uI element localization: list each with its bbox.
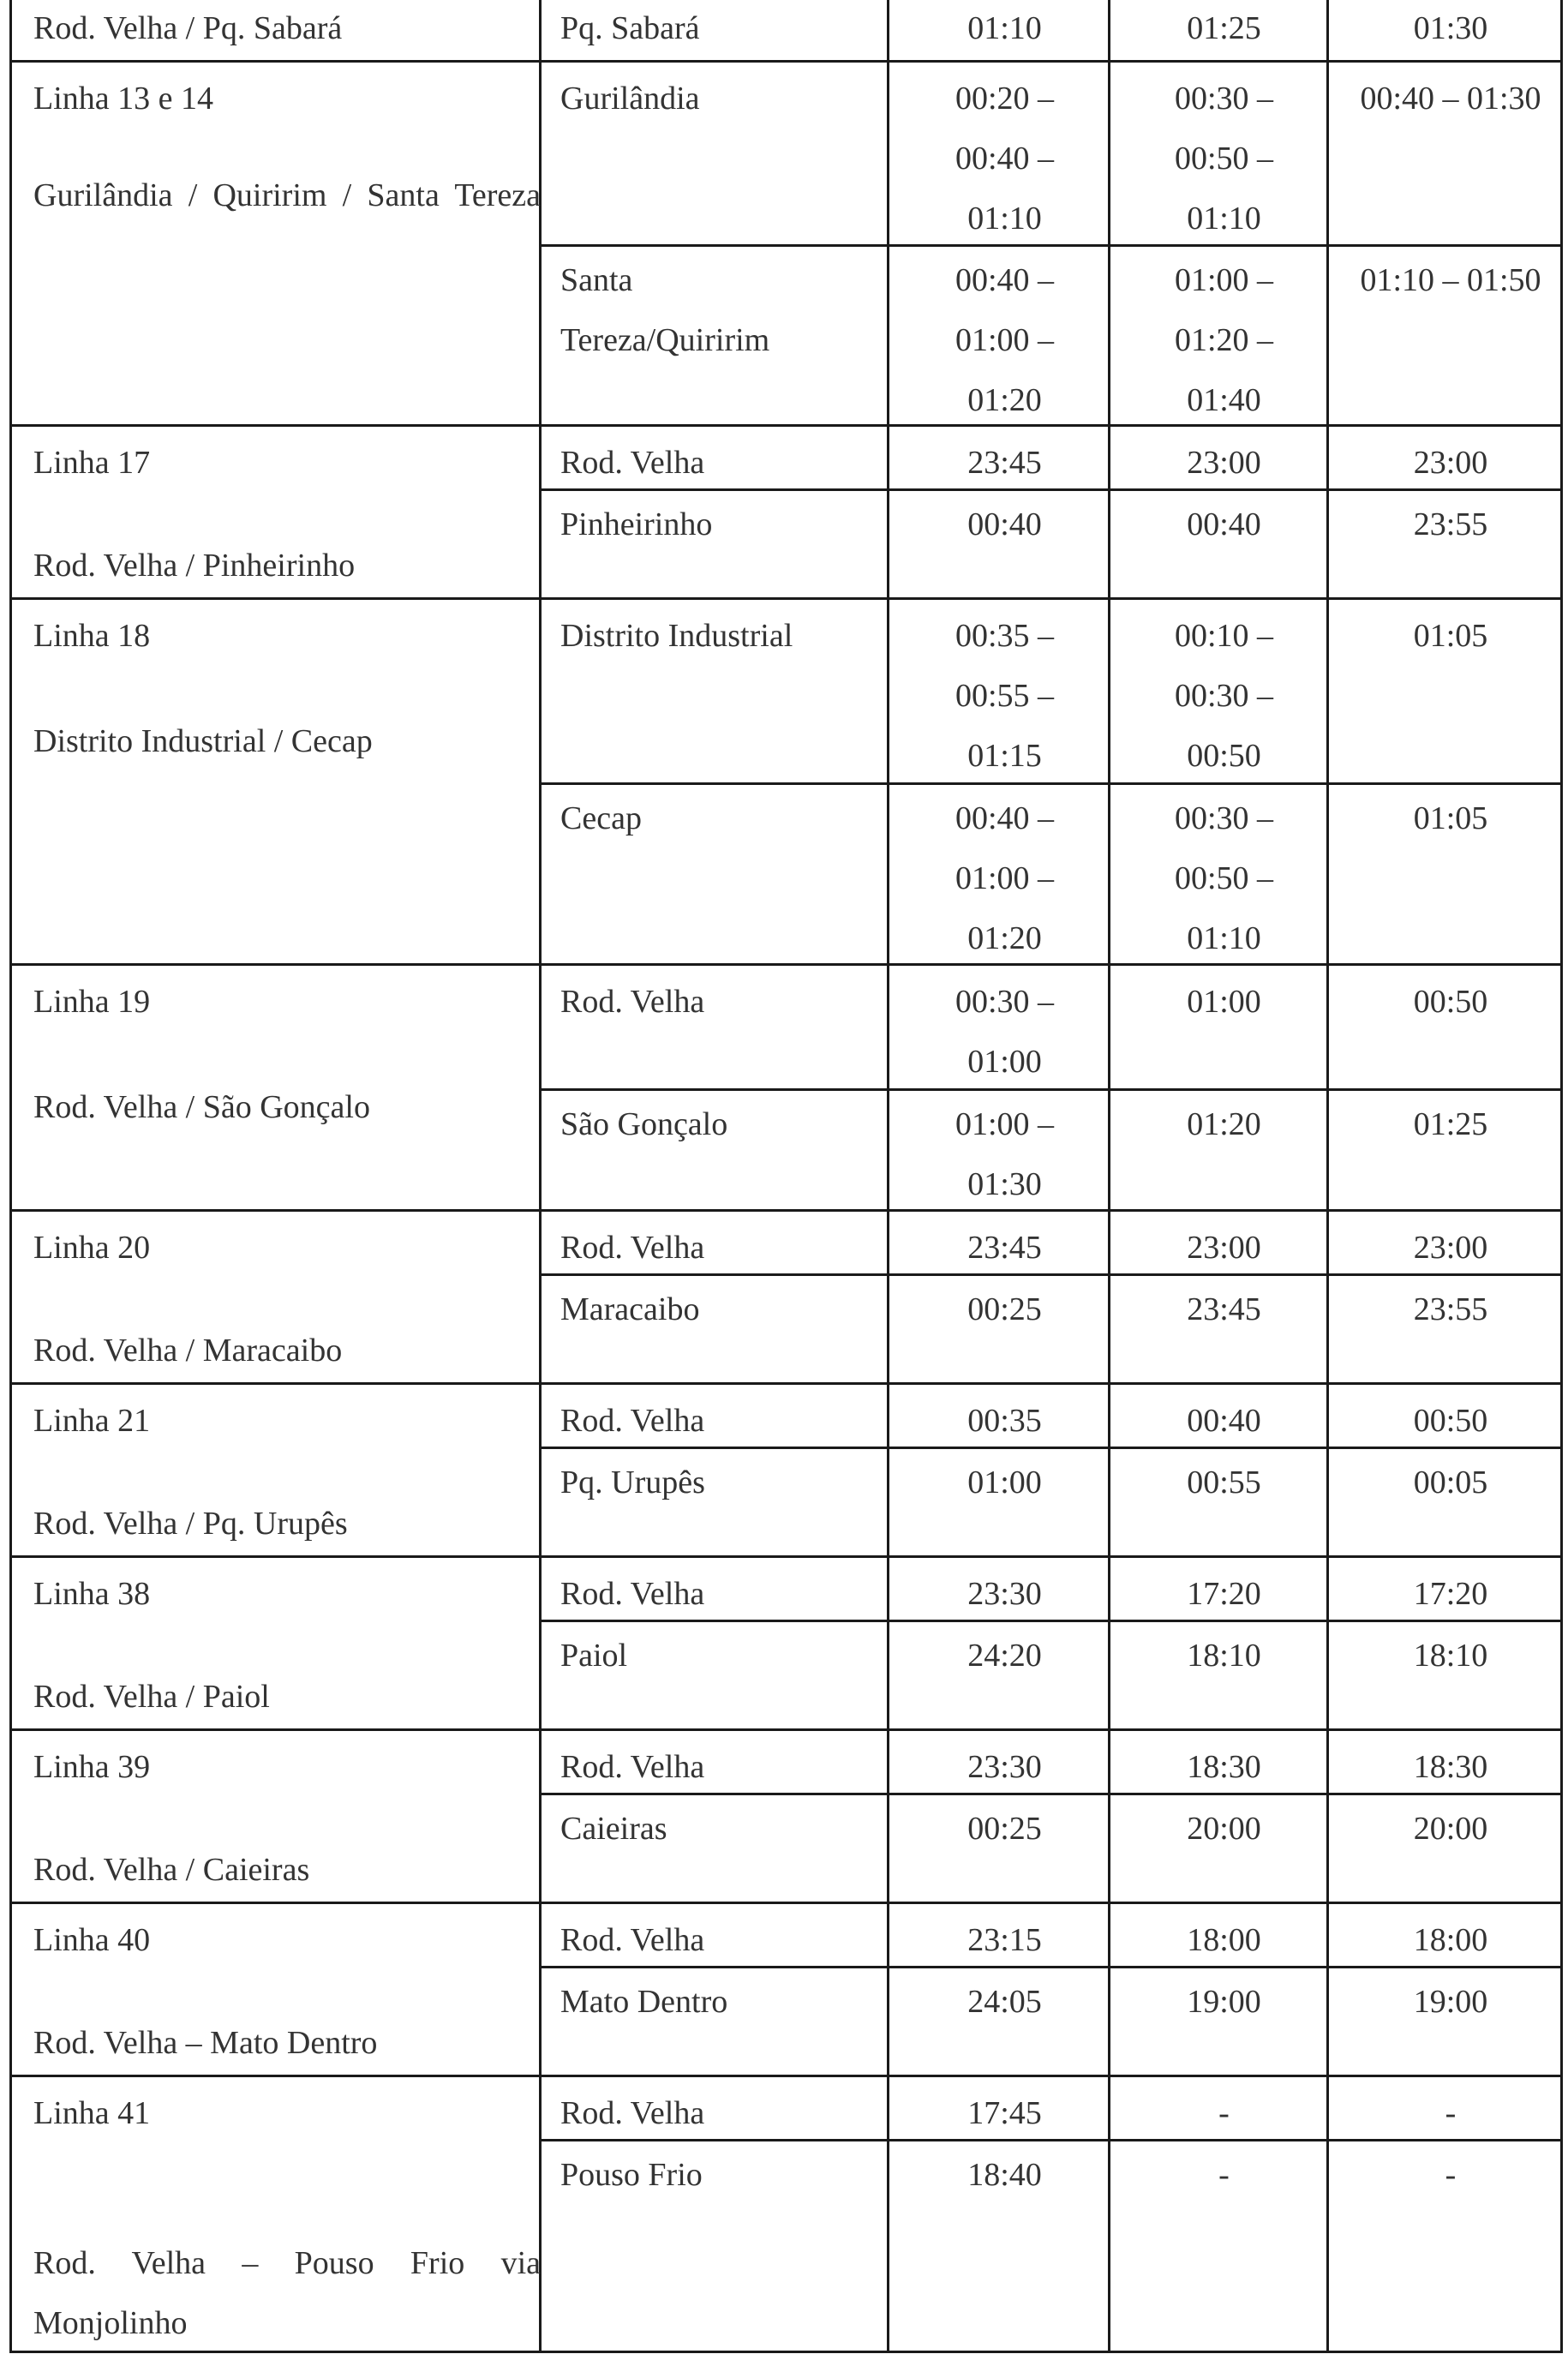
stop-name: Pq. Urupês xyxy=(560,1465,705,1500)
time-cell: 18:00 xyxy=(1187,1922,1261,1958)
route-name xyxy=(33,165,541,225)
table-row-group xyxy=(9,1904,1563,2077)
time-cell: 00:40 xyxy=(967,506,1042,542)
column-divider xyxy=(887,1558,889,1728)
time-cell: 01:05 xyxy=(1413,618,1488,654)
route-name: Rod. Velha / São Gonçalo xyxy=(33,1089,370,1125)
stop-name: Rod. Velha xyxy=(560,445,705,481)
route-name: Distrito Industrial / Cecap xyxy=(33,723,373,759)
table-row-group xyxy=(9,427,1563,600)
bus-schedule-table xyxy=(9,0,1563,2353)
time-cell: 01:30 xyxy=(1413,10,1488,46)
time-cell: 01:10 – 01:50 xyxy=(1360,262,1541,298)
time-cell: 01:00 xyxy=(967,1465,1042,1500)
time-cell: 23:30 xyxy=(967,1576,1042,1612)
time-cell: 00:40 – 01:30 xyxy=(1360,81,1541,117)
time-cell: 00:35 xyxy=(967,1403,1042,1439)
route-name-text: Gurilândia / Quiririm / Santa Tereza xyxy=(33,177,541,213)
time-cell: - xyxy=(1218,2095,1230,2131)
time-cell: 19:00 xyxy=(1413,1984,1488,2020)
stop-name: Gurilândia xyxy=(560,81,700,117)
time-cell: 23:55 xyxy=(1413,506,1488,542)
time-cell: 00:10 – 00:30 – 00:50 xyxy=(1174,618,1274,774)
time-cell: 23:55 xyxy=(1413,1291,1488,1327)
time-cell: 00:55 xyxy=(1187,1465,1261,1500)
time-cell: 23:45 xyxy=(1187,1291,1261,1327)
time-cell: 18:40 xyxy=(967,2157,1042,2193)
column-divider xyxy=(887,1731,889,1902)
time-cell: 01:25 xyxy=(1413,1106,1488,1142)
time-cell: 17:20 xyxy=(1187,1576,1261,1612)
time-cell: 23:45 xyxy=(967,445,1042,481)
time-cell: 00:30 – 01:00 xyxy=(955,984,1055,1080)
stop-name: Rod. Velha xyxy=(560,1576,705,1612)
time-cell: 00:50 xyxy=(1413,984,1488,1020)
column-divider xyxy=(887,1904,889,2075)
time-cell: 01:05 xyxy=(1413,800,1488,836)
time-cell: 00:05 xyxy=(1413,1465,1488,1500)
column-divider xyxy=(887,966,889,1209)
line-number: Linha 40 xyxy=(33,1922,151,1958)
time-cell: 01:00 xyxy=(1187,984,1261,1020)
line-number: Linha 21 xyxy=(33,1403,151,1439)
table-row-group xyxy=(9,0,1563,63)
stop-name: São Gonçalo xyxy=(560,1106,728,1142)
table-row-group xyxy=(9,1212,1563,1385)
column-divider xyxy=(887,1385,889,1555)
time-cell: 20:00 xyxy=(1187,1811,1261,1847)
column-divider xyxy=(887,600,889,963)
time-cell: 01:00 – 01:30 xyxy=(955,1106,1055,1202)
table-row-group xyxy=(9,966,1563,1212)
time-cell: 23:45 xyxy=(967,1230,1042,1266)
stop-name: Paiol xyxy=(560,1638,628,1674)
time-cell: 23:00 xyxy=(1413,445,1488,481)
line-number: Linha 38 xyxy=(33,1576,151,1612)
column-divider xyxy=(887,63,889,424)
time-cell: 18:30 xyxy=(1413,1749,1488,1785)
table-row-group xyxy=(9,2077,1563,2353)
route-name: Rod. Velha / Pq. Urupês xyxy=(33,1506,348,1542)
time-cell: 00:40 – 01:00 – 01:20 xyxy=(955,262,1055,418)
time-cell: 23:30 xyxy=(967,1749,1042,1785)
time-cell: 00:25 xyxy=(967,1291,1042,1327)
time-cell: 23:00 xyxy=(1187,445,1261,481)
stop-name: Distrito Industrial xyxy=(560,618,793,654)
time-cell: - xyxy=(1218,2157,1230,2193)
table-row-group xyxy=(9,1731,1563,1904)
time-cell: 00:20 – 00:40 – 01:10 xyxy=(955,81,1055,237)
time-cell: 00:30 – 00:50 – 01:10 xyxy=(1174,81,1274,237)
line-number: Linha 39 xyxy=(33,1749,151,1785)
line-number: Linha 20 xyxy=(33,1230,151,1266)
stop-name: Pouso Frio xyxy=(560,2157,703,2193)
time-cell: 00:40 xyxy=(1187,506,1261,542)
stop-name: Mato Dentro xyxy=(560,1984,728,2020)
time-cell: 00:35 – 00:55 – 01:15 xyxy=(955,618,1055,774)
line-number: Linha 19 xyxy=(33,984,151,1020)
time-cell: - xyxy=(1445,2157,1457,2193)
stop-name: Rod. Velha xyxy=(560,1749,705,1785)
time-cell: 18:00 xyxy=(1413,1922,1488,1958)
route-name: Rod. Velha / Paiol xyxy=(33,1679,270,1715)
line-number: Linha 17 xyxy=(33,445,151,481)
column-divider xyxy=(887,427,889,597)
route-name: Rod. Velha / Pq. Sabará xyxy=(33,10,343,46)
stop-name: Rod. Velha xyxy=(560,2095,705,2131)
time-cell: 17:20 xyxy=(1413,1576,1488,1612)
route-name: Rod. Velha – Pouso Frio via Monjolinho xyxy=(33,2245,549,2341)
time-cell: 00:40 – 01:00 – 01:20 xyxy=(955,800,1055,956)
line-number: Linha 18 xyxy=(33,618,151,654)
time-cell: 00:40 xyxy=(1187,1403,1261,1439)
stop-name: Caieiras xyxy=(560,1811,667,1847)
time-cell: 18:10 xyxy=(1187,1638,1261,1674)
time-cell: 01:20 xyxy=(1187,1106,1261,1142)
time-cell: 01:10 xyxy=(967,10,1042,46)
stop-name: Rod. Velha xyxy=(560,984,705,1020)
column-divider xyxy=(887,0,889,60)
line-number: Linha 41 xyxy=(33,2095,151,2131)
route-name: Rod. Velha – Mato Dentro xyxy=(33,2025,378,2061)
stop-name: Rod. Velha xyxy=(560,1922,705,1958)
stop-name: Rod. Velha xyxy=(560,1403,705,1439)
time-cell: 23:15 xyxy=(967,1922,1042,1958)
time-cell: - xyxy=(1445,2095,1457,2131)
time-cell: 20:00 xyxy=(1413,1811,1488,1847)
time-cell: 18:30 xyxy=(1187,1749,1261,1785)
stop-name: Pq. Sabará xyxy=(560,10,700,46)
line-number: Linha 13 e 14 xyxy=(33,81,214,117)
table-row-group xyxy=(9,1385,1563,1558)
column-divider xyxy=(887,2077,889,2351)
stop-name: Santa Tereza/Quiririm xyxy=(560,262,770,358)
time-cell: 00:50 xyxy=(1413,1403,1488,1439)
route-name: Rod. Velha / Maracaibo xyxy=(33,1333,343,1369)
time-cell: 01:00 – 01:20 – 01:40 xyxy=(1174,262,1274,418)
column-divider xyxy=(887,1212,889,1382)
time-cell: 19:00 xyxy=(1187,1984,1261,2020)
stop-name: Rod. Velha xyxy=(560,1230,705,1266)
time-cell: 24:05 xyxy=(967,1984,1042,2020)
time-cell: 17:45 xyxy=(967,2095,1042,2131)
route-name: Rod. Velha / Caieiras xyxy=(33,1852,310,1888)
stop-name: Maracaibo xyxy=(560,1291,700,1327)
route-name: Rod. Velha / Pinheirinho xyxy=(33,548,356,584)
time-cell: 00:30 – 00:50 – 01:10 xyxy=(1174,800,1274,956)
table-row-group xyxy=(9,63,1563,427)
table-row-group xyxy=(9,600,1563,966)
time-cell: 18:10 xyxy=(1413,1638,1488,1674)
stop-name: Cecap xyxy=(560,800,642,836)
time-cell: 24:20 xyxy=(967,1638,1042,1674)
stop-name: Pinheirinho xyxy=(560,506,713,542)
time-cell: 00:25 xyxy=(967,1811,1042,1847)
time-cell: 23:00 xyxy=(1413,1230,1488,1266)
table-row-group xyxy=(9,1558,1563,1731)
time-cell: 01:25 xyxy=(1187,10,1261,46)
time-cell: 23:00 xyxy=(1187,1230,1261,1266)
